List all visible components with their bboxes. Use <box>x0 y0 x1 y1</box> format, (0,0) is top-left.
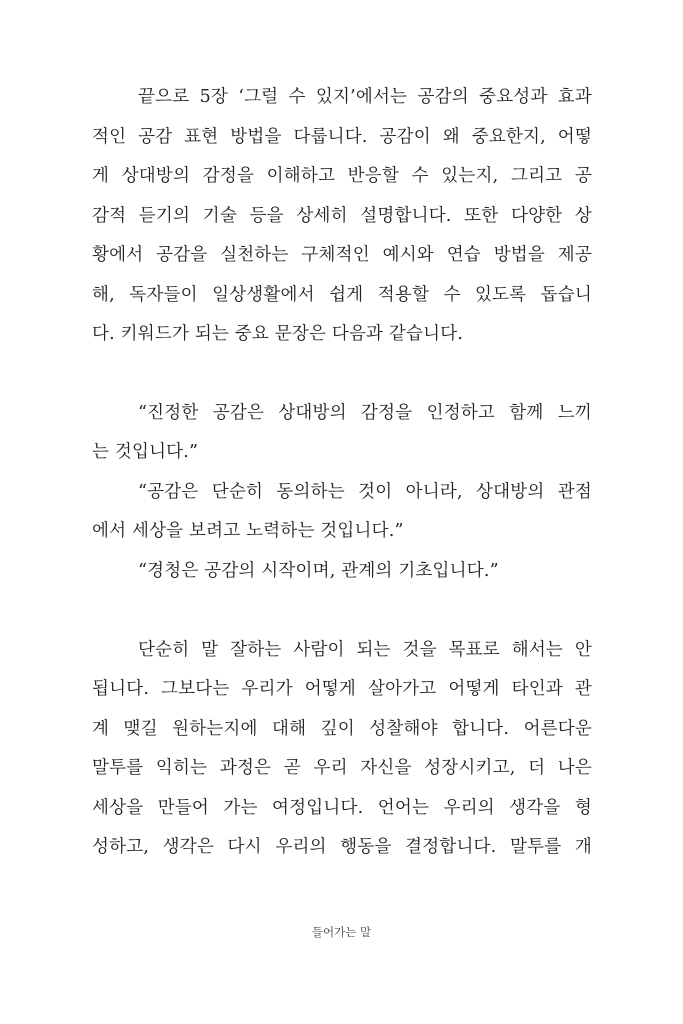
quote-line: 에서 세상을 보려고 노력하는 것입니다.” <box>92 521 404 541</box>
quote-line: 는 것입니다.” <box>92 442 199 462</box>
paragraph-1-line: 끝으로 5장 ‘그럴 수 있지’에서는 공감의 중요성과 효과 <box>138 87 592 107</box>
quote-line: “진정한 공감은 상대방의 감정을 인정하고 함께 느끼 <box>138 403 592 423</box>
paragraph-2-line: 세상을 만들어 가는 여정입니다. 언어는 우리의 생각을 형 <box>92 798 592 818</box>
page-footer-title: 들어가는 말 <box>311 925 372 939</box>
paragraph-1-line: 감적 듣기의 기술 등을 상세히 설명합니다. 또한 다양한 상 <box>92 206 592 226</box>
quote-line: “경청은 공감의 시작이며, 관계의 기초입니다.” <box>138 561 499 581</box>
paragraph-1-line: 게 상대방의 감정을 이해하고 반응할 수 있는지, 그리고 공 <box>92 166 592 186</box>
paragraph-2-line: 성하고, 생각은 다시 우리의 행동을 결정합니다. 말투를 개 <box>92 837 592 857</box>
quote-line: “공감은 단순히 동의하는 것이 아니라, 상대방의 관점 <box>138 482 592 502</box>
paragraph-2-line: 됩니다. 그보다는 우리가 어떻게 살아가고 어떻게 타인과 관 <box>92 679 592 699</box>
paragraph-1-line: 다. 키워드가 되는 중요 문장은 다음과 같습니다. <box>92 324 464 344</box>
paragraph-2-line: 계 맺길 원하는지에 대해 깊이 성찰해야 합니다. 어른다운 <box>92 719 592 739</box>
paragraph-2-line: 단순히 말 잘하는 사람이 되는 것을 목표로 해서는 안 <box>138 640 592 660</box>
paragraph-2-line: 말투를 익히는 과정은 곧 우리 자신을 성장시키고, 더 나은 <box>92 758 592 778</box>
paragraph-1-line: 황에서 공감을 실천하는 구체적인 예시와 연습 방법을 제공 <box>92 245 592 265</box>
paragraph-1-line: 적인 공감 표현 방법을 다룹니다. 공감이 왜 중요한지, 어떻 <box>92 127 592 147</box>
paragraph-1-line: 해, 독자들이 일상생활에서 쉽게 적용할 수 있도록 돕습니 <box>92 285 592 305</box>
